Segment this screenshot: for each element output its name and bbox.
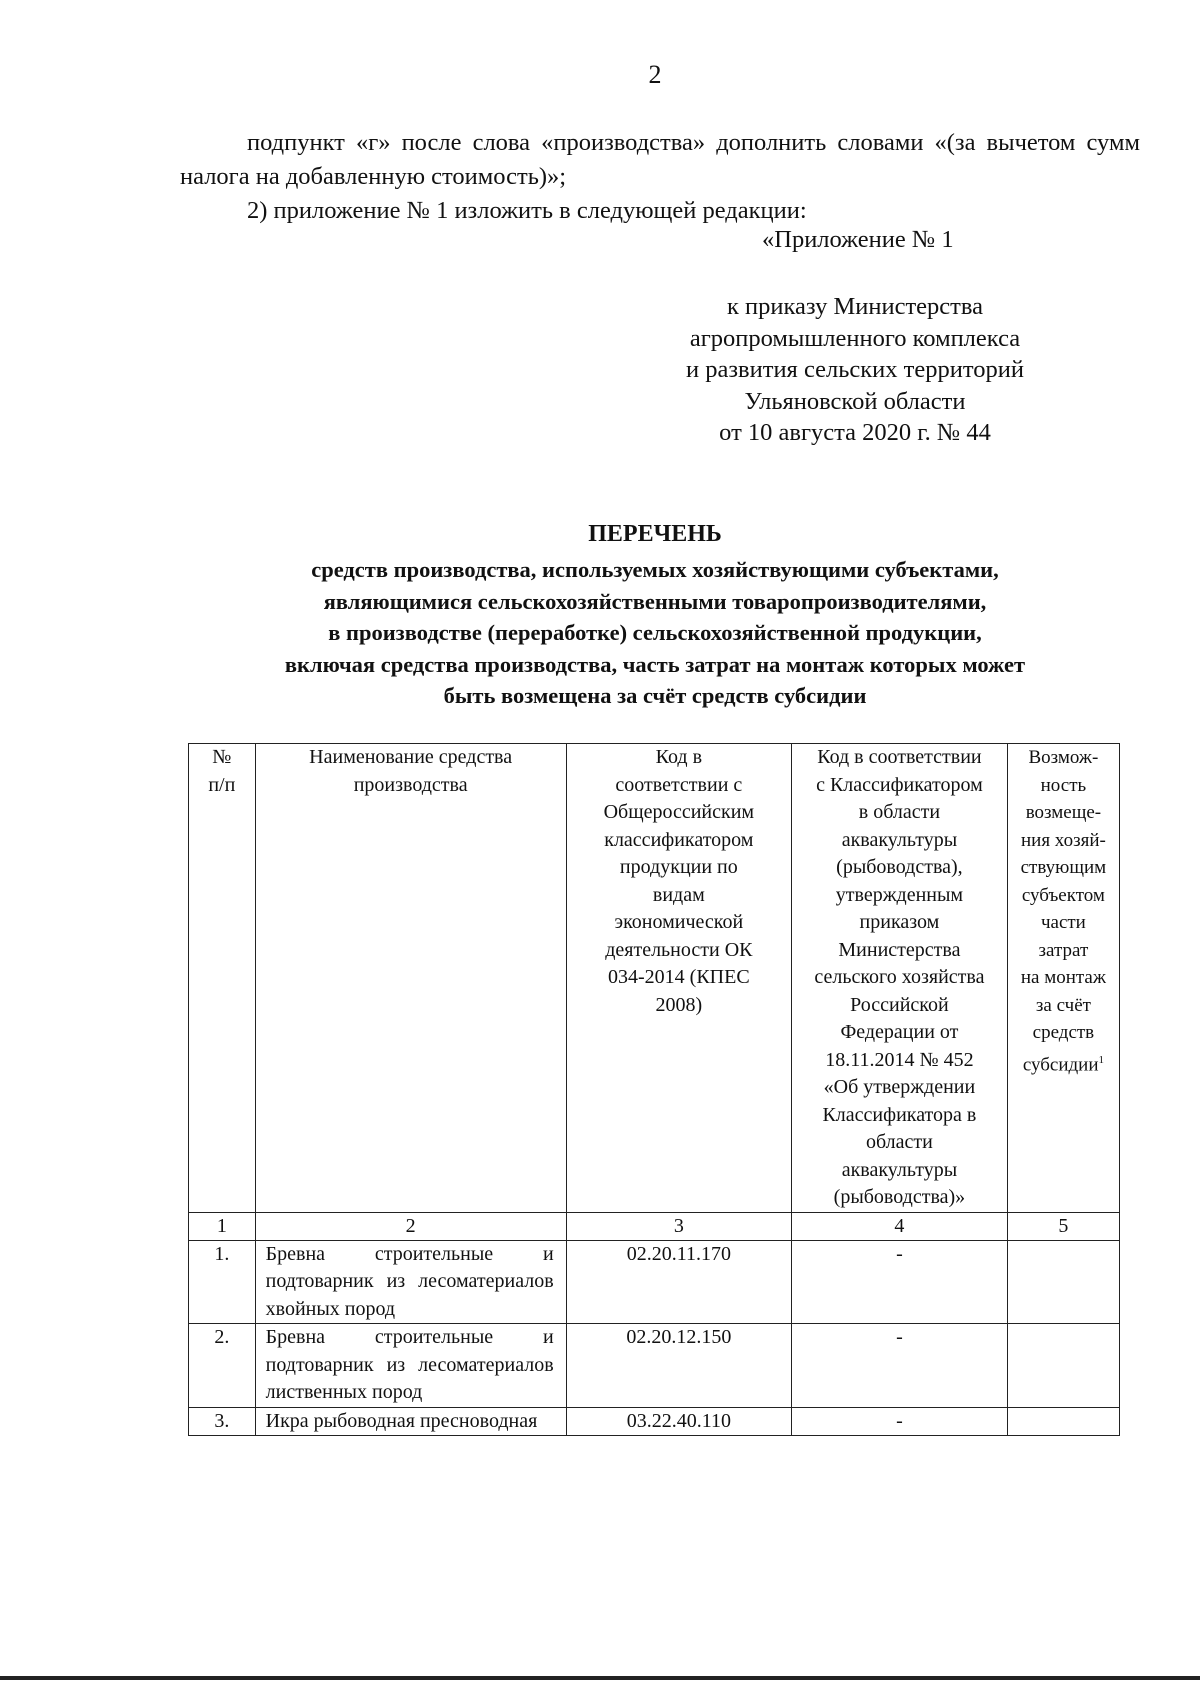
row-number: 2. — [189, 1324, 256, 1408]
page-number: 2 — [648, 60, 662, 89]
subtitle-line: средств производства, используемых хозяйствующими субъектами, — [311, 557, 999, 582]
reference-line: от 10 августа 2020 г. № 44 — [719, 419, 991, 446]
document-subtitle — [185, 554, 1125, 712]
row-okpd-code: 02.20.12.150 — [566, 1324, 791, 1408]
appendix-header: «Приложение № 1 — [762, 226, 954, 253]
table-row — [189, 1240, 1120, 1324]
header-last-line: субсидии — [1022, 1053, 1099, 1075]
header-cell-reimbursement: Возмож- ность возмеще- ния хозяй- ствующим субъектом части затрат на монтаж за счёт средств субсидии$^1$ — [1007, 744, 1119, 1213]
column-number: 4 — [792, 1212, 1008, 1240]
row-aquaculture-code: - — [792, 1240, 1008, 1324]
header-cell-aquaculture-code: Код в соответствии с Классификатором в области аквакультуры (рыбоводства), утвержденным приказом Министерства сельского хозяйства Российской Федерации от 18.11.2014 № 452 «Об утверждении Классификатора в области аквакультуры (рыбоводства)» — [792, 744, 1008, 1213]
row-name: Бревна строительные и подтоварник из лесоматериалов лиственных пород — [255, 1324, 566, 1408]
row-name: Икра рыбоводная пресноводная — [255, 1407, 566, 1436]
reference-line: агропромышленного комплекса — [689, 324, 1021, 352]
row-okpd-code: 02.20.11.170 — [566, 1240, 791, 1324]
subtitle-line: включая средства производства, часть затрат на монтаж которых может — [284, 651, 1026, 677]
column-number-row — [189, 1212, 1120, 1240]
header-cell-okpd-code: Код в соответствии с Общероссийским классификатором продукции по видам экономической деятельности ОК 034-2014 (КПЕС 2008) — [566, 744, 791, 1213]
subtitle-line: в производстве (переработке) сельскохозяйственной продукции, — [328, 620, 982, 645]
subtitle-line: быть возмещена за счёт средств субсидии — [443, 683, 867, 708]
row-reimbursement — [1007, 1240, 1119, 1324]
intro-paragraph-2: 2) приложение № 1 изложить в следующей редакции: — [247, 197, 807, 224]
header-cell-number: № п/п — [189, 744, 256, 1213]
row-aquaculture-code: - — [792, 1324, 1008, 1408]
row-reimbursement — [1007, 1407, 1119, 1436]
column-number: 1 — [189, 1212, 256, 1240]
table-header-row — [189, 744, 1120, 1213]
order-reference-block — [640, 291, 1070, 449]
table-row — [189, 1324, 1120, 1408]
reference-line: и развития сельских территорий — [686, 356, 1024, 383]
header-cell-name: Наименование средства производства — [255, 744, 566, 1213]
means-of-production-table — [188, 743, 1120, 1436]
reference-line: к приказу Министерства — [727, 293, 983, 320]
reference-line: Ульяновской области — [744, 387, 966, 415]
row-aquaculture-code: - — [792, 1407, 1008, 1436]
column-number: 2 — [255, 1212, 566, 1240]
row-number: 3. — [189, 1407, 256, 1436]
table-row — [189, 1407, 1120, 1436]
footnote-mark: 1 — [1098, 1053, 1105, 1066]
column-number: 5 — [1007, 1212, 1119, 1240]
document-title: ПЕРЕЧЕНЬ — [588, 521, 722, 547]
row-name: Бревна строительные и подтоварник из лесоматериалов хвойных пород — [255, 1240, 566, 1324]
intro-paragraph-1: подпункт «г» после слова «производства» дополнить словами «(за вычетом сумм налога на добавленную стоимость)»; — [180, 129, 1140, 190]
row-okpd-code: 03.22.40.110 — [566, 1407, 791, 1436]
row-reimbursement — [1007, 1324, 1119, 1408]
column-number: 3 — [566, 1212, 791, 1240]
row-number: 1. — [189, 1240, 256, 1324]
page-bottom-rule — [0, 1676, 1200, 1680]
subtitle-line: являющимися сельскохозяйственными товаропроизводителями, — [323, 588, 987, 614]
